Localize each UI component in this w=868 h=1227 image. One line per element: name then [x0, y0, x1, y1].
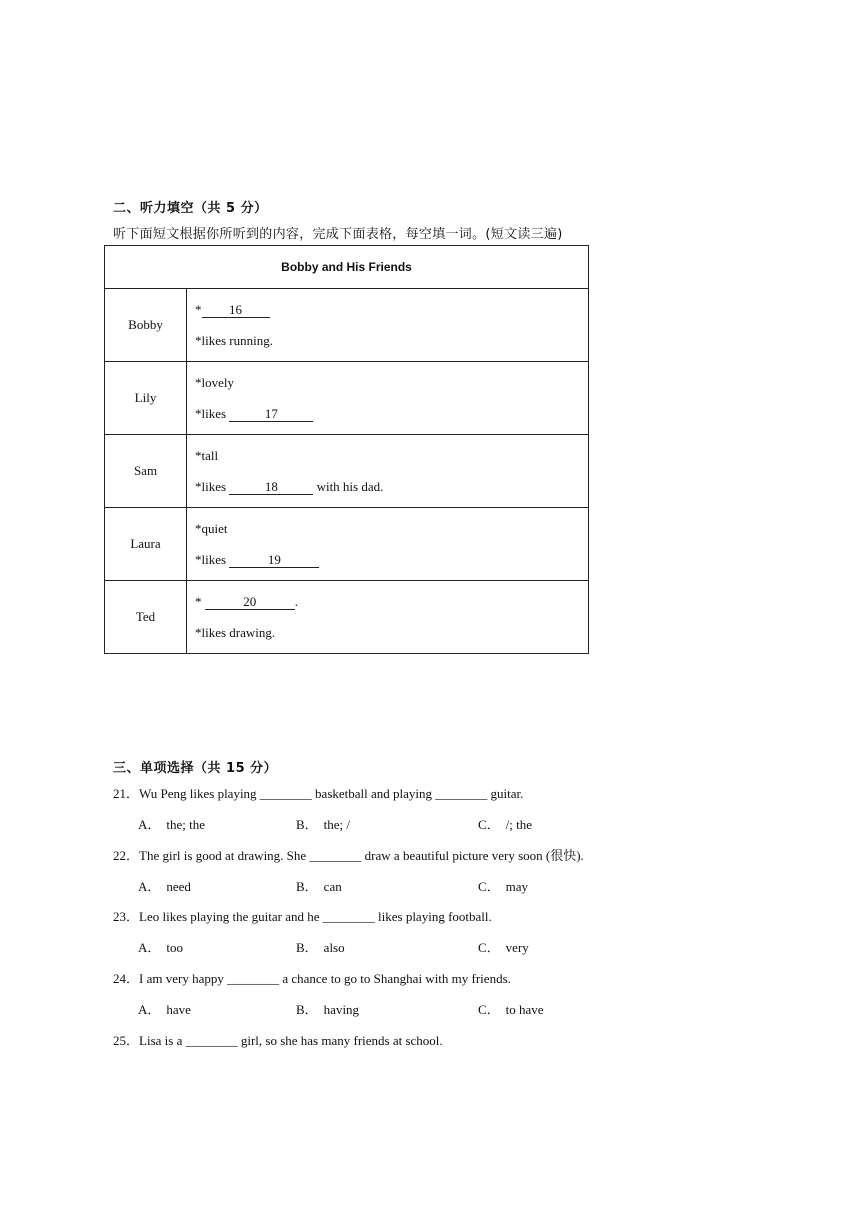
detail-line: [195, 403, 588, 425]
answer-blank-19[interactable]: 19: [229, 553, 319, 568]
option-letter: A．: [138, 940, 161, 955]
option-b[interactable]: [296, 814, 350, 833]
detail-line: *quiet: [195, 520, 228, 536]
option-letter: C．: [478, 940, 500, 955]
option-letter: B．: [296, 940, 318, 955]
option-text: having: [323, 1002, 360, 1017]
option-b[interactable]: [296, 937, 345, 956]
table-row: [105, 581, 589, 654]
option-b[interactable]: [296, 999, 359, 1018]
row-details: [187, 508, 589, 581]
table-row: [105, 508, 589, 581]
question-number: 25．: [113, 1033, 140, 1048]
row-name: Bobby: [105, 289, 187, 362]
option-c[interactable]: [478, 814, 532, 833]
listening-table: [104, 245, 589, 654]
question-25: [113, 1030, 443, 1049]
option-c[interactable]: [478, 999, 544, 1018]
question-text: Wu Peng likes playing ________ basketball and playing ________ guitar.: [139, 786, 524, 801]
option-letter: A．: [138, 1002, 161, 1017]
answer-blank-18[interactable]: 18: [229, 480, 313, 495]
table-row: [105, 362, 589, 435]
row-details: [187, 289, 589, 362]
option-text: very: [505, 940, 529, 955]
answer-blank-20[interactable]: 20: [205, 595, 295, 610]
table-title: Bobby and His Friends: [105, 246, 589, 289]
option-text: the; the: [166, 817, 206, 832]
detail-line: [195, 299, 588, 321]
detail-line: *tall: [195, 447, 219, 463]
detail-line: [195, 591, 588, 613]
option-b[interactable]: [296, 876, 342, 895]
row-name: Lily: [105, 362, 187, 435]
question-text: Leo likes playing the guitar and he ________ likes playing football.: [139, 909, 492, 924]
option-c[interactable]: [478, 876, 528, 895]
answer-blank-16[interactable]: 16: [202, 303, 270, 318]
detail-text: *likes: [195, 551, 230, 567]
detail-line: [195, 476, 588, 498]
option-c[interactable]: [478, 937, 529, 956]
question-number: 23．: [113, 909, 140, 924]
question-number: 22．: [113, 848, 140, 863]
detail-text: *: [195, 593, 205, 609]
option-letter: B．: [296, 1002, 318, 1017]
question-23: [113, 906, 492, 925]
question-24: [113, 968, 511, 987]
detail-text: with his dad.: [313, 478, 384, 494]
question-number: 21．: [113, 786, 140, 801]
question-text: I am very happy ________ a chance to go to Shanghai with my friends.: [139, 971, 511, 986]
detail-text: *likes: [195, 478, 230, 494]
option-text: need: [166, 879, 191, 894]
option-letter: C．: [478, 879, 500, 894]
option-text: too: [166, 940, 184, 955]
option-text: also: [323, 940, 345, 955]
detail-line: [195, 549, 588, 571]
option-letter: C．: [478, 817, 500, 832]
option-text: to have: [505, 1002, 544, 1017]
option-letter: B．: [296, 817, 318, 832]
question-text: Lisa is a ________ girl, so she has many friends at school.: [139, 1033, 443, 1048]
question-22: [113, 845, 584, 864]
option-text: the; /: [323, 817, 351, 832]
row-name: Ted: [105, 581, 187, 654]
option-a[interactable]: [138, 999, 191, 1018]
detail-text: *likes: [195, 405, 230, 421]
detail-text: .: [294, 593, 298, 609]
option-letter: C．: [478, 1002, 500, 1017]
detail-line: *likes running.: [195, 332, 273, 348]
row-name: Sam: [105, 435, 187, 508]
detail-line: *lovely: [195, 374, 234, 390]
option-text: may: [505, 879, 529, 894]
option-a[interactable]: [138, 814, 205, 833]
detail-line: *likes drawing.: [195, 624, 276, 640]
section2-instruction: 听下面短文根据你所听到的内容，完成下面表格，每空填一词。(短文读三遍): [113, 227, 563, 242]
answer-blank-17[interactable]: 17: [229, 407, 313, 422]
table-row: [105, 289, 589, 362]
section3-title: 三、单项选择（共 15 分）: [113, 761, 278, 776]
table-row: [105, 435, 589, 508]
option-letter: A．: [138, 817, 161, 832]
row-details: [187, 581, 589, 654]
detail-text: *: [195, 301, 202, 317]
option-letter: B．: [296, 879, 318, 894]
question-21: [113, 783, 523, 802]
option-a[interactable]: [138, 937, 183, 956]
option-a[interactable]: [138, 876, 191, 895]
question-text: The girl is good at drawing. She ________ draw a beautiful picture very soon (很快).: [139, 848, 584, 863]
section2-title: 二、听力填空（共 5 分）: [113, 201, 268, 216]
row-details: [187, 362, 589, 435]
row-name: Laura: [105, 508, 187, 581]
option-text: /; the: [505, 817, 533, 832]
question-number: 24．: [113, 971, 140, 986]
option-text: have: [166, 1002, 191, 1017]
option-letter: A．: [138, 879, 161, 894]
option-text: can: [323, 879, 342, 894]
row-details: [187, 435, 589, 508]
